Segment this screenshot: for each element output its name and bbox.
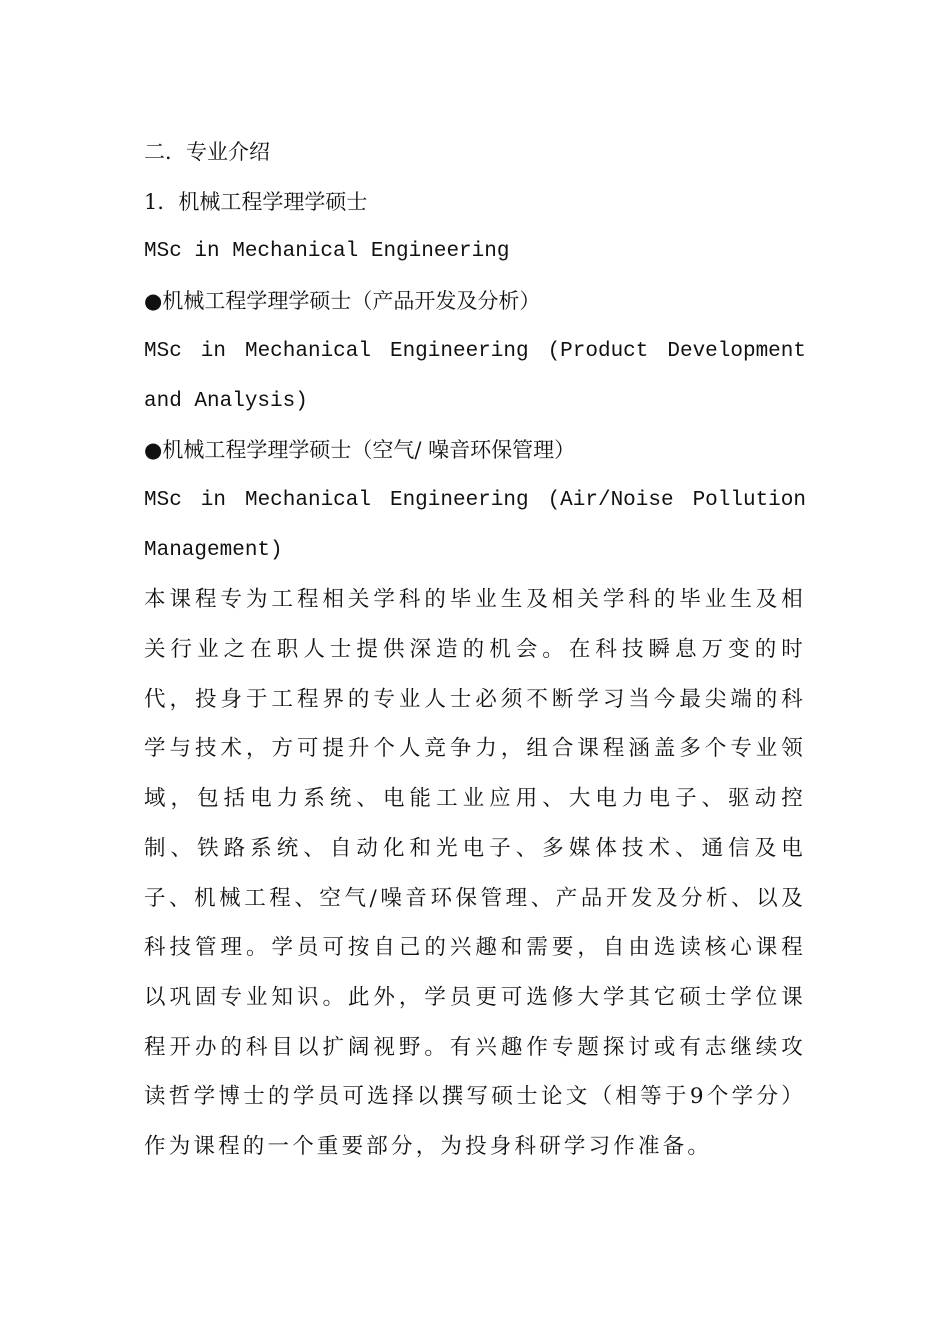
program-title-en: MSc in Mechanical Engineering [144,240,510,264]
stream-2-title-en-line2: Management) [144,538,283,562]
stream-1-title-en-line1: MSc in Mechanical Engineering (Product Development [144,339,806,363]
stream-1-title-cn-text: 机械工程学理学硕士（产品开发及分析） [162,289,541,314]
stream-1-title-en-line2: and Analysis) [144,389,308,413]
program-description: 本课程专为工程相关学科的毕业生及相关学科的毕业生及相关行业之在职人士提供深造的机会。在科技瞬息万变的时代，投身于工程界的专业人士必须不断学习当今最尖端的科学与技术，方可提升个人竞争力，组合课程涵盖多个专业领域，包括电力系统、电能工业应用、大电力电子、驱动控制、铁路系统、自动化和光电子、多媒体技术、通信及电子、机械工程、空气/噪音环保管理、产品开发及分析、以及科技管理。学员可按自己的兴趣和需要，自由选读核心课程以巩固专业知识。此外，学员更可选修大学其它硕士学位课程开办的科目以扩阔视野。有兴趣作专题探讨或有志继续攻读哲学博士的学员可选择以撰写硕士论文（相等于9个学分）作为课程的一个重要部分，为投身科研学习作准备。 [144,587,806,1160]
document-page [144,128,806,1172]
section-title: 二．专业介绍 [144,140,270,164]
stream-2-title-cn-text: 机械工程学理学硕士（空气/ 噪音环保管理） [162,438,576,463]
stream-1-title-cn [144,277,806,327]
bullet-icon: ● [144,289,163,314]
bullet-icon: ● [144,438,163,463]
stream-2-title-cn [144,426,806,476]
program-title-cn: 1．机械工程学理学硕士 [144,189,368,214]
stream-2-title-en-line1: MSc in Mechanical Engineering (Air/Noise Pollution [144,488,806,512]
